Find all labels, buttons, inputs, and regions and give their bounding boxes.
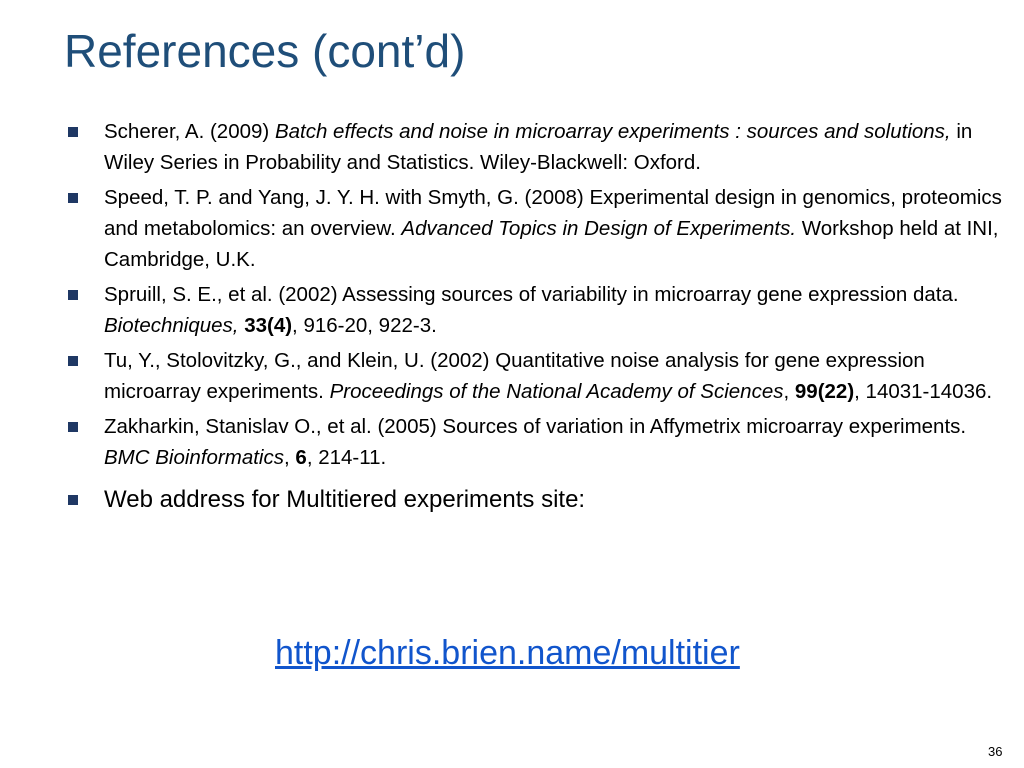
reference-authors: Zakharkin, Stanislav O., et al. (2005) Sources of variation in Affymetrix microarray experiments.	[104, 415, 967, 438]
reference-rest: , 916-20, 922-3.	[292, 314, 437, 337]
reference-separator: ,	[783, 380, 795, 403]
page-number: 36	[988, 744, 1003, 759]
reference-authors: Speed, T. P. and Yang, J. Y. H. with Smyth, G. (2008) Experimental design in genomics, proteomics and metabolomics: an overview.	[104, 186, 1002, 240]
reference-work: BMC Bioinformatics	[104, 446, 284, 469]
reference-work: Biotechniques,	[104, 314, 239, 337]
reference-item	[64, 182, 1014, 275]
reference-item	[64, 345, 1014, 407]
reference-rest: , 214-11.	[306, 446, 387, 469]
reference-volume: 99(22)	[794, 380, 855, 403]
reference-item	[64, 116, 1014, 178]
multitier-site-link[interactable]: http://chris.brien.name/multitier	[275, 634, 740, 672]
web-address-item	[64, 483, 1014, 517]
reference-list	[64, 116, 1014, 521]
reference-rest: Workshop held at INI, Cambridge, U.K.	[104, 217, 999, 271]
slide-title: References (cont’d)	[64, 25, 466, 77]
bullet-square-icon	[68, 356, 78, 366]
reference-work: Proceedings of the National Academy of Sciences	[329, 380, 784, 403]
reference-separator: ,	[284, 446, 296, 469]
reference-authors: Tu, Y., Stolovitzky, G., and Klein, U. (2002) Quantitative noise analysis for gene expression microarray experiments.	[104, 349, 925, 403]
bullet-square-icon	[68, 193, 78, 203]
reference-authors: Scherer, A. (2009)	[104, 120, 275, 143]
reference-work: Advanced Topics in Design of Experiments.	[401, 217, 797, 240]
web-address-label: Web address for Multitiered experiments site:	[104, 486, 586, 513]
reference-authors: Spruill, S. E., et al. (2002) Assessing sources of variability in microarray gene expression data.	[104, 283, 959, 306]
reference-rest: , 14031-14036.	[854, 380, 993, 403]
reference-volume: 6	[295, 446, 307, 469]
reference-work: Batch effects and noise in microarray experiments : sources and solutions,	[274, 120, 951, 143]
reference-volume: 33(4)	[244, 314, 293, 337]
reference-item	[64, 279, 1014, 341]
bullet-square-icon	[68, 127, 78, 137]
reference-item	[64, 411, 1014, 473]
bullet-square-icon	[68, 422, 78, 432]
reference-rest: in Wiley Series in Probability and Statistics. Wiley-Blackwell: Oxford.	[104, 120, 973, 174]
bullet-square-icon	[68, 495, 78, 505]
bullet-square-icon	[68, 290, 78, 300]
